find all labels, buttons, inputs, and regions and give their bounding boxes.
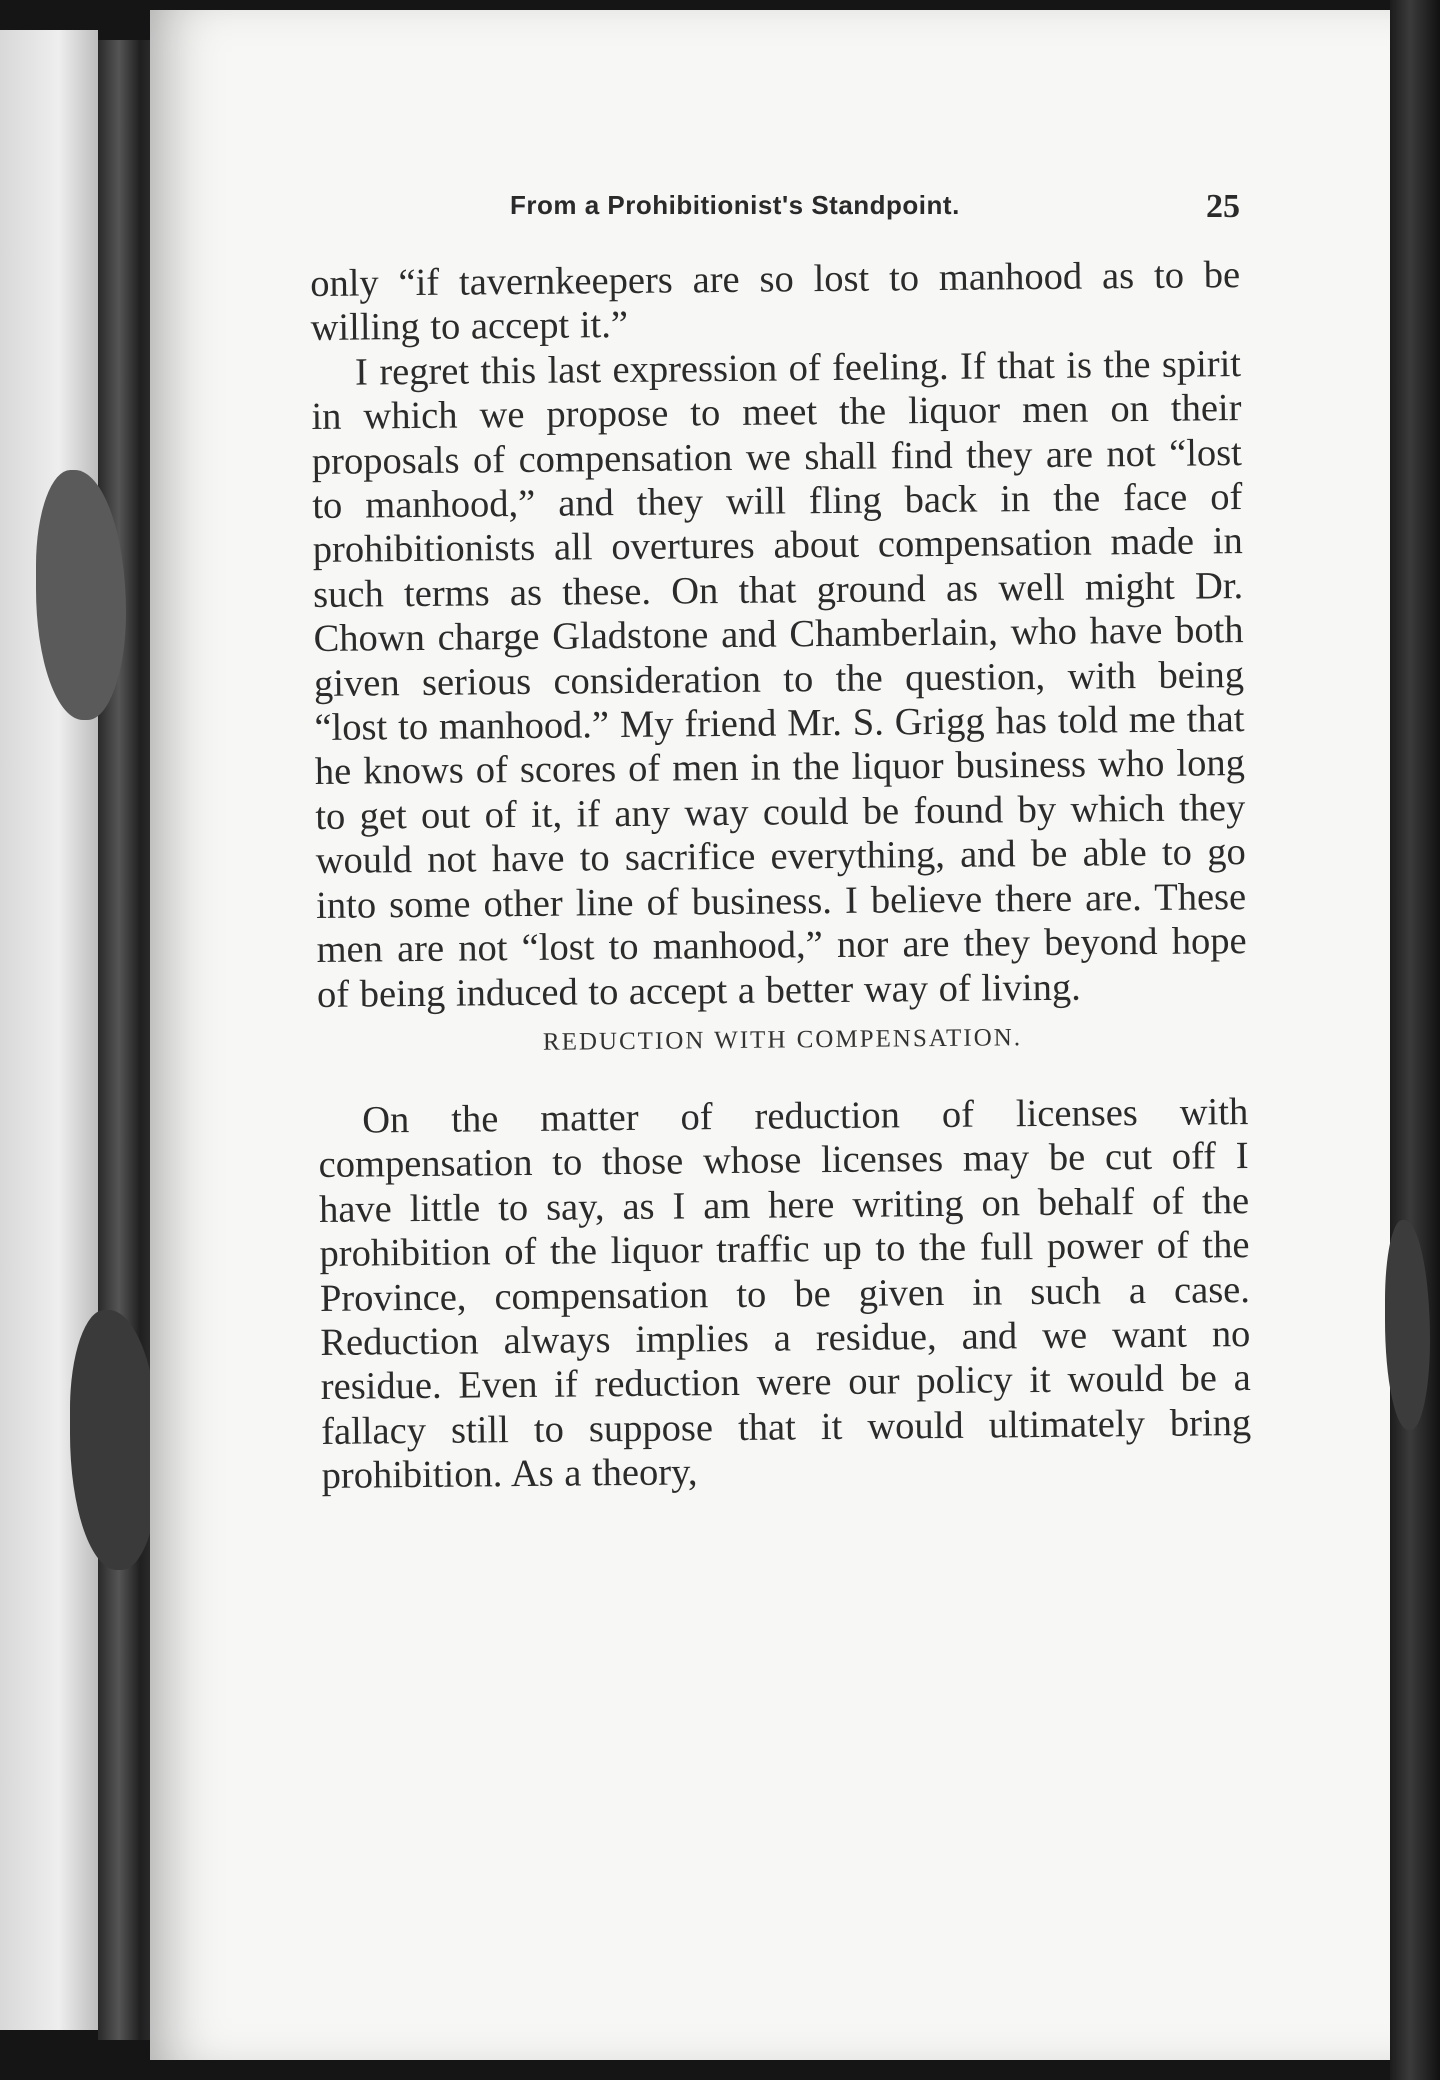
paragraph: On the matter of reduction of licenses with compensation to those whose licenses may be cut off I have little to say, as I am here writing on behalf of the prohibition of the liquor traffic up to the full power of the Province, compensation to be given in such a case. Reduction always implies a residue, and we want no residue. Even if reduction were our policy it would be a fallacy still to suppose that it would ultimately bring prohibition. As a theory, bbox=[318, 1090, 1252, 1498]
running-header bbox=[500, 190, 1240, 230]
page-number: 25 bbox=[1206, 188, 1240, 225]
paragraph: only “if tavernkeepers are so lost to manhood as to be willing to accept it.” bbox=[310, 254, 1241, 350]
paragraph: I regret this last expression of feeling. If that is the spirit in which we propose to meet the liquor men on their proposals of compensation we shall find they are not “lost to manhood,” and they will fling back in the face of prohibitionists all overtures about compensation made in such terms as these. On that ground as well might Dr. Chown charge Gladstone and Chamberlain, who have both given serious consideration to the question, with being “lost to manhood.” My friend Mr. S. Grigg has told me that he knows of scores of men in the liquor business who long to get out of it, if any way could be found by which they would not have to sacrifice everything, and be able to go into some other line of business. I believe there are. These men are not “lost to manhood,” nor are they beyond hope of being induced to accept a better way of living. bbox=[311, 342, 1247, 1016]
body-text bbox=[310, 253, 1252, 1498]
facing-page-edge bbox=[0, 30, 98, 2030]
page-outer-edge bbox=[1390, 0, 1440, 2080]
section-heading: REDUCTION WITH COMPENSATION. bbox=[542, 1024, 1023, 1056]
running-title: From a Prohibitionist's Standpoint. bbox=[510, 190, 960, 220]
